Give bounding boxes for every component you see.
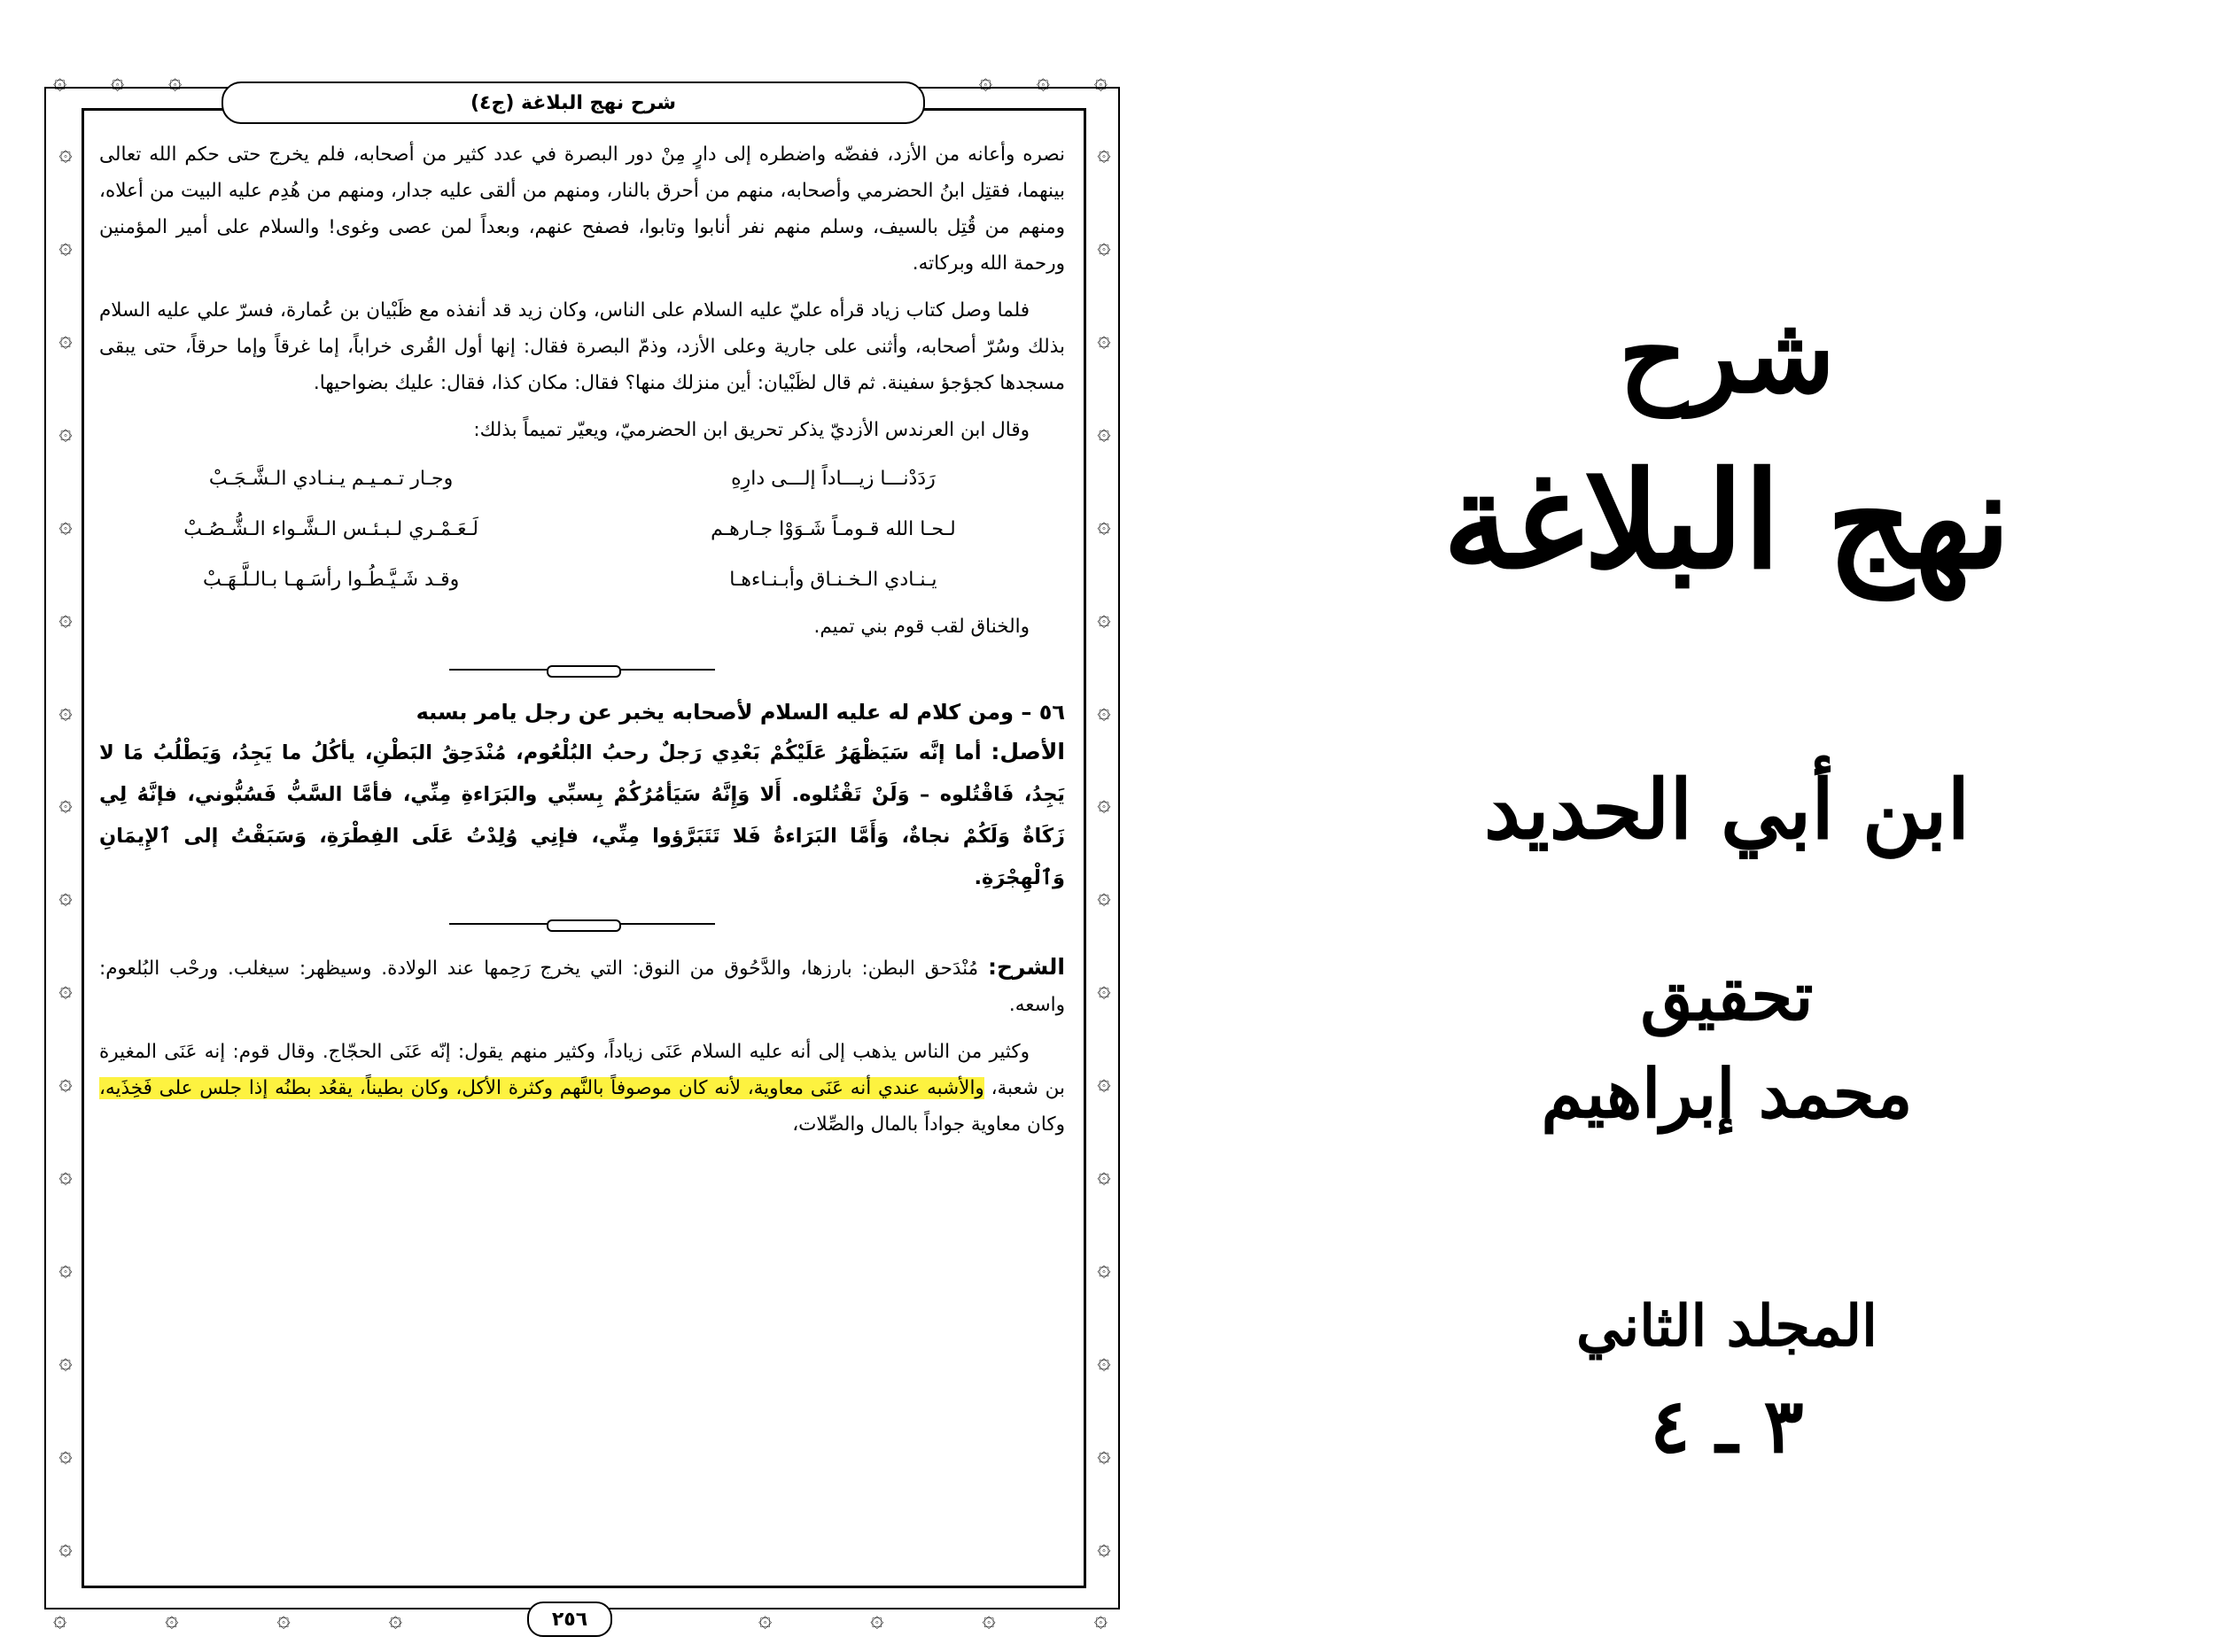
section-divider xyxy=(449,663,715,677)
hemistich: لـحـا الله قـومـاً شَـوَوْا جـارهـم xyxy=(711,518,956,540)
ornament-icon: ۞ xyxy=(58,697,73,725)
ornament-icon: ۞ xyxy=(58,232,73,260)
ornament-icon: ۞ xyxy=(58,418,73,446)
asl-label: الأصل: xyxy=(991,739,1065,764)
hemistich: يـنـادي الـخـنـاق وأبـنـاءهـا xyxy=(729,569,937,591)
cover-editor-name: محمد إبراهيم xyxy=(1541,1054,1913,1133)
ornament-icon: ۞ xyxy=(111,68,125,95)
cover-editor-label: تحقيق xyxy=(1640,957,1814,1035)
ornament-icon: ۞ xyxy=(870,1606,884,1633)
section-divider xyxy=(449,917,715,931)
ornament-icon: ۞ xyxy=(982,1606,996,1633)
ornament-icon: ۞ xyxy=(758,1606,773,1633)
ornament-icon: ۞ xyxy=(58,1533,73,1561)
ornament-icon: ۞ xyxy=(1097,697,1111,725)
sharh-text-plain: وكثير من الناس يذهب إلى أنه عليه السلام عَنَى زياداً، وكثير منهم يقول: إنّه عَنَى الحجّاج. وقال قوم: إنه عَنَى المغيرة بن شعبة، xyxy=(99,1041,1066,1099)
hemistich: رَدَدْنـــا زيـــاداً إلـــى دارِهِ xyxy=(731,468,936,490)
ornament-icon: ۞ xyxy=(1097,325,1111,353)
ornament-icon: ۞ xyxy=(276,1606,291,1633)
ornament-icon: ۞ xyxy=(1097,511,1111,539)
ornament-icon: ۞ xyxy=(388,1606,402,1633)
highlighted-text: والأشبه عندي أنه عَنَى معاوية، لأنه كان موصوفاً بالنَّهم وكثرة الأكل، وكان بطيناً، يقعُد بطنُه إذا جلس على فَخِذَيه، xyxy=(99,1077,984,1099)
page-number-text: ٢٥٦ xyxy=(551,1608,588,1631)
ornament-icon: ۞ xyxy=(58,604,73,632)
book-page-left xyxy=(35,62,1125,1639)
hemistich: وقـد شَـيَّـطُـوا رأسَـهـا بـالـلَّـهَـبْ xyxy=(202,569,460,591)
page-number xyxy=(527,1602,612,1637)
ornament-icon: ۞ xyxy=(1097,976,1111,1004)
ornament-icon: ۞ xyxy=(168,68,183,95)
poem-note: والخناق لقب قوم بني تميم. xyxy=(813,616,1030,638)
ornament-icon: ۞ xyxy=(1097,1440,1111,1468)
ornament-icon: ۞ xyxy=(58,883,73,911)
paragraph: وقال ابن العرندس الأزديّ يذكر تحريق ابن الحضرميّ، ويعيّر تميماً بذلك: xyxy=(473,419,1030,441)
ornament-icon: ۞ xyxy=(53,1606,67,1633)
hemistich: لَـعَـمْـري لـبـئـس الـشَّـواء الـشُّـصُـبْ xyxy=(183,518,478,540)
running-header-text: شرح نهج البلاغة (ج٤) xyxy=(470,91,677,114)
asl-text: أما إنَّه سَيَظْهَرُ عَلَيْكُمْ بَعْدِي رَجلٌ رحبُ البُلْعُوم، مُنْدَحِقُ البَطْنِ، يأكُلُ ما يَجِدُ، وَيَطْلُبُ مَا لا يَجِدُ، فَاقْتُلوه – وَلَنْ تَقْتُلوه. أَلا وَإِنَّهُ سَيَأمُرُكُمْ بِسبِّي والبَرَاءةِ مِنِّي، فأمَّا السَّبُّ فَسُبُّوني، فإنَّهُ لِي زَكَاةٌ وَلَكُمْ نجاةٌ، وَأَمَّا البَرَاءةُ فَلا تَتَبَرَّؤوا مِنِّي، فإنِي وُلِدْتُ عَلَى الفِطْرَةِ، وَسَبَقْتُ إلى ٱلإِيمَانِ وَٱلْهِجْرَةِ. xyxy=(99,741,1065,889)
ornament-icon: ۞ xyxy=(58,140,73,167)
ornament-icon: ۞ xyxy=(1097,790,1111,818)
ornament-icon: ۞ xyxy=(58,1162,73,1190)
ornament-icon: ۞ xyxy=(1093,68,1108,95)
cover-title-line1: شرح xyxy=(1618,292,1836,417)
asl-paragraph xyxy=(99,731,1065,899)
ornament-icon: ۞ xyxy=(1097,1255,1111,1283)
cover-author: ابن أبي الحديد xyxy=(1483,762,1971,857)
ornament-icon: ۞ xyxy=(58,1440,73,1468)
ornament-icon: ۞ xyxy=(1097,1069,1111,1097)
paragraph: نصره وأعانه من الأزد، ففضّه واضطره إلى دارٍ مِنْ دور البصرة في عدد كثير من أصحابه، فلم يخرج حتى حكم الله تعالى بينهما، فقتِل ابنُ الحضرمي وأصحابه، منهم من أحرق بالنار، ومنهم من ألقى عليه جدار، ومنهم من هُدِم عليه البيت من أعلاه، ومنهم من قُتِل بالسيف، وسلم منهم نفر أنابوا وتابوا، فصفح عنهم، وبعداً لمن عصى وغوى! والسلام على أمير المؤمنين ورحمة الله وبركاته. xyxy=(99,143,1065,275)
hemistich: وجـار تـمـيـم يـنـادي الـشَّـجَـبْ xyxy=(208,468,454,490)
ornament-icon: ۞ xyxy=(978,68,992,95)
sharh-text-end: وكان معاوية جواداً بالمال والصِّلات، xyxy=(792,1113,1065,1136)
ornament-icon: ۞ xyxy=(1097,1533,1111,1561)
page-footer xyxy=(35,1594,1125,1639)
ornament-icon: ۞ xyxy=(1097,1347,1111,1375)
ornament-icon: ۞ xyxy=(58,976,73,1004)
ornament-icon: ۞ xyxy=(1097,232,1111,260)
ornament-icon: ۞ xyxy=(58,1347,73,1375)
cover-title-line2: نهج البلاغة xyxy=(1442,443,2011,599)
section-title: ٥٦ – ومن كلام له عليه السلام لأصحابه يخبر عن رجل يامر بسبه xyxy=(416,700,1065,725)
sharh-paragraph xyxy=(99,949,1065,1023)
cover-volume-parts: ٣ ـ ٤ xyxy=(1650,1382,1804,1470)
paragraph: فلما وصل كتاب زياد قرأه عليّ عليه السلام على الناس، وكان زيد قد أنفذه مع ظَبْيان بن عُمارة، فسرّ علي عليه السلام بذلك وسُرّ أصحابه، وأثنى على جارية وعلى الأزد، وذمّ البصرة فقال: إنها أول القُرى خراباً، إما غرقاً وإما حرقاً، حتى يبقى مسجدها كجؤجؤ سفينة. ثم قال لظَبْيان: أين منزلك منها؟ فقال: مكان كذا، فقال: عليك بضواحيها. xyxy=(99,299,1065,394)
running-header xyxy=(222,81,925,124)
ornament-icon: ۞ xyxy=(58,1255,73,1283)
poem xyxy=(99,454,1065,605)
ornament-icon: ۞ xyxy=(1097,604,1111,632)
poem-verse xyxy=(99,504,1065,555)
ornament-icon: ۞ xyxy=(58,790,73,818)
ornament-icon: ۞ xyxy=(58,511,73,539)
ornament-icon: ۞ xyxy=(1097,1162,1111,1190)
ornament-icon: ۞ xyxy=(1036,68,1050,95)
ornament-icon: ۞ xyxy=(58,1069,73,1097)
ornament-icon: ۞ xyxy=(53,68,67,95)
ornament-right-column xyxy=(1086,142,1122,1559)
sharh-label: الشرح: xyxy=(988,954,1065,980)
ornament-icon: ۞ xyxy=(58,325,73,353)
page-body xyxy=(99,136,1065,1143)
ornament-icon: ۞ xyxy=(1097,140,1111,167)
book-cover-page xyxy=(1223,0,2231,1652)
ornament-icon: ۞ xyxy=(1097,418,1111,446)
sharh-text: مُنْدَحق البطن: بارزها، والدَّحُوق من النوق: التي يخرج رَحِمها عند الولادة. وسيظهر: سيغلب. ورحْب البُلعوم: واسعه. xyxy=(99,958,1065,1016)
poem-verse xyxy=(99,454,1065,504)
cover-volume-label: المجلد الثاني xyxy=(1576,1293,1877,1360)
ornament-left-column xyxy=(48,142,83,1559)
ornament-icon: ۞ xyxy=(165,1606,179,1633)
sharh-paragraph-2 xyxy=(99,1034,1065,1143)
poem-verse xyxy=(99,555,1065,605)
ornament-icon: ۞ xyxy=(1097,883,1111,911)
ornament-icon: ۞ xyxy=(1093,1606,1108,1633)
